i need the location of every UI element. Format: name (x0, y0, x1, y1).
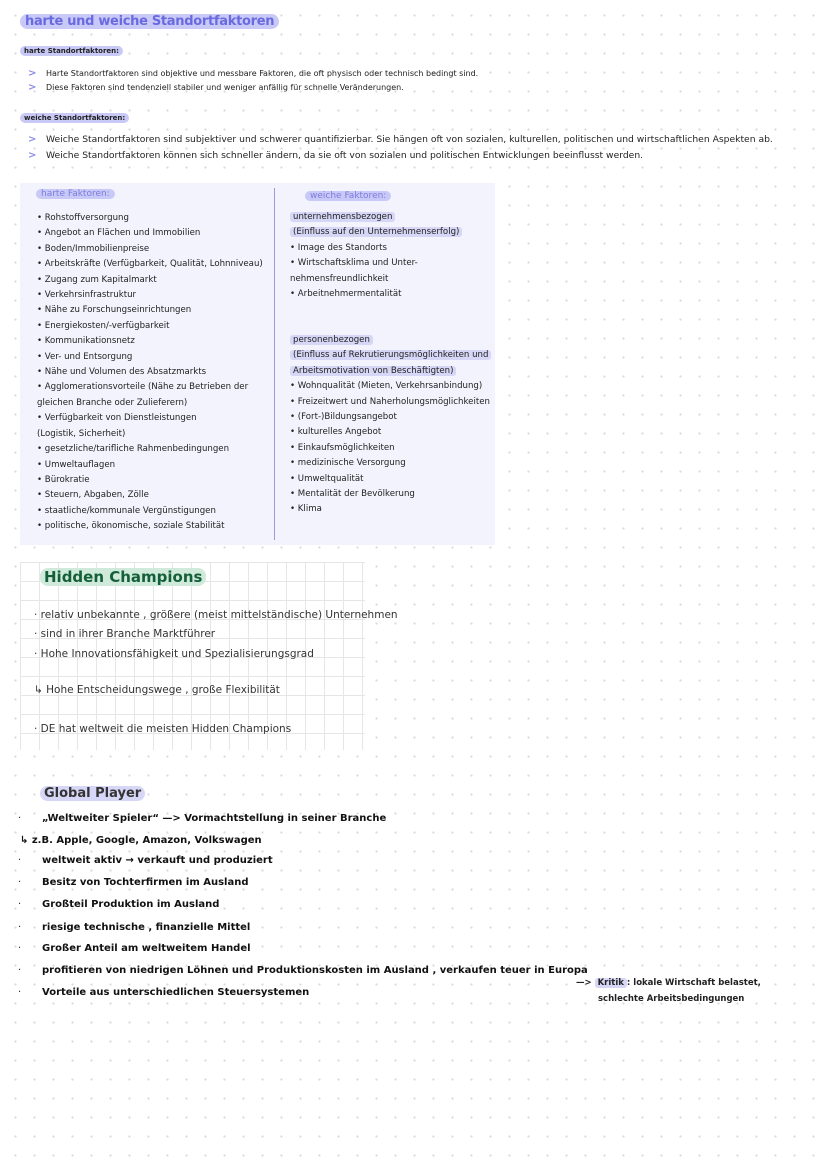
global-player-line: Vorteile aus unterschiedlichen Steuersystemen (42, 987, 310, 998)
hidden-champions-title: Hidden Champions (40, 568, 206, 586)
bullet-dot: · (18, 987, 22, 998)
hard-factor-item: • Ver- und Entsorgung (37, 351, 133, 362)
hard-factor-item: • Kommunikationsnetz (37, 336, 135, 347)
chevron-right-icon: > (28, 68, 37, 79)
person-factors-list (290, 379, 491, 518)
global-player-line: weltweit aktiv → verkauft und produziert (42, 855, 273, 866)
company-factor-item: nehmensfreundlichkeit (290, 273, 389, 284)
hard-factor-item: • Boden/Immobilienpreise (37, 243, 150, 254)
bullet-dot: · (18, 855, 22, 866)
hard-factors-column-heading: harte Faktoren: (36, 189, 115, 199)
page-title: harte und weiche Standortfaktoren (20, 14, 279, 29)
person-factor-item: • Umweltqualität (290, 473, 364, 484)
company-factor-item: • Image des Standorts (290, 242, 388, 253)
column-divider (274, 188, 275, 540)
hard-bullet: > Harte Standortfaktoren sind objektive und messbare Faktoren, die oft physisch oder technisch bedingt sind. (28, 68, 479, 79)
hc-line: · sind in ihrer Branche Marktführer (34, 628, 216, 640)
person-factor-item: • Wohnqualität (Mieten, Verkehrsanbindung) (290, 381, 483, 392)
hc-line: · Hohe Innovationsfähigkeit und Spezialisierungsgrad (34, 648, 314, 660)
company-factors-list (290, 241, 462, 303)
bullet-dot: · (18, 965, 22, 976)
soft-bullet: > Weiche Standortfaktoren sind subjektiver und schwerer quantifizierbar. Sie hängen oft von sozialen, kulturellen, politischen und wirtschaftlichen Aspekten ab. (28, 134, 773, 145)
company-factor-item: • Wirtschaftsklima und Unter- (290, 258, 418, 269)
global-player-line: profitieren von niedrigen Löhnen und Produktionskosten im Ausland , verkaufen teuer in Europa (42, 965, 588, 976)
person-factor-item: • (Fort-)Bildungsangebot (290, 412, 397, 423)
person-factor-item: • Mentalität der Bevölkerung (290, 489, 415, 500)
hard-factors-list (37, 211, 263, 535)
hard-factor-item: • Verkehrsinfrastruktur (37, 290, 137, 301)
soft-factors-heading: weiche Standortfaktoren: (20, 113, 129, 123)
hard-factor-item: • Bürokratie (37, 474, 90, 485)
chevron-right-icon: > (28, 82, 37, 93)
chevron-right-icon: > (28, 134, 37, 145)
hard-factor-item: • staatliche/kommunale Vergünstigungen (37, 505, 216, 516)
hard-factor-item: • Angebot an Flächen und Immobilien (37, 228, 201, 239)
bullet-dot: · (18, 943, 22, 954)
hard-factors-heading: harte Standortfaktoren: (20, 46, 123, 56)
hard-factor-item: gleichen Branche oder Zulieferern) (37, 397, 188, 408)
company-factor-item: • Arbeitnehmermentalität (290, 289, 402, 300)
person-factor-item: • kulturelles Angebot (290, 427, 382, 438)
person-factor-item: • Einkaufsmöglichkeiten (290, 442, 395, 453)
kritik-note-line2: schlechte Arbeitsbedingungen (598, 994, 745, 1004)
hard-factor-item: • Umweltauflagen (37, 459, 116, 470)
person-factor-item: • medizinische Versorgung (290, 458, 406, 469)
global-player-line: „Weltweiter Spieler“ —> Vormachtstellung in seiner Branche (42, 813, 387, 824)
bullet-dot: · (18, 877, 22, 888)
hc-line: ↳ Hohe Entscheidungswege , große Flexibilität (34, 684, 280, 696)
global-player-line: Großer Anteil am weltweitem Handel (42, 943, 251, 954)
global-player-line: Besitz von Tochterfirmen im Ausland (42, 877, 249, 888)
hard-factor-item: • Rohstoffversorgung (37, 213, 129, 223)
bullet-dot: · (18, 813, 22, 824)
hard-factor-item: • Arbeitskräfte (Verfügbarkeit, Qualität, Lohnniveau) (37, 259, 263, 270)
hard-factor-item: (Logistik, Sicherheit) (37, 428, 126, 439)
soft-factors-column-heading: weiche Faktoren: (305, 191, 391, 201)
hard-factor-item: • gesetzliche/tarifliche Rahmenbedingungen (37, 444, 230, 455)
person-group: personenbezogen (Einfluss auf Rekrutierungsmöglichkeiten und Arbeitsmotivation von Beschäftigten) • Wohnqualität (Mieten, Verkehrsanbindung) • Freizeitwert und Naherholungsmöglichkeiten • (Fort-)Bildungsangebot • kulturelles Angebot • Einkaufsmöglichkeiten • medizinische Versorgung • Umweltqualität • Mentalität der Bevölkerung • Klima (290, 333, 491, 518)
hard-factor-item: • politische, ökonomische, soziale Stabilität (37, 521, 225, 532)
hard-factor-item: • Nähe zu Forschungseinrichtungen (37, 305, 192, 316)
hard-factor-item: • Agglomerationsvorteile (Nähe zu Betrieben der (37, 382, 249, 393)
hc-line: · DE hat weltweit die meisten Hidden Champions (34, 723, 292, 735)
hard-factor-item: • Nähe und Volumen des Absatzmarkts (37, 367, 207, 378)
hard-factor-item: • Verfügbarkeit von Dienstleistungen (37, 413, 197, 424)
kritik-note: —> Kritik : lokale Wirtschaft belastet, (576, 978, 761, 988)
person-factor-item: • Klima (290, 504, 322, 515)
chevron-right-icon: > (28, 150, 37, 161)
hard-factor-item: • Energiekosten/-verfügbarkeit (37, 320, 170, 331)
global-player-title: Global Player (40, 786, 145, 801)
hc-line: · relativ unbekannte , größere (meist mittelständische) Unternehmen (34, 609, 398, 621)
hard-bullet: > Diese Faktoren sind tendenziell stabiler und weniger anfällig für schnelle Veränderungen. (28, 82, 404, 93)
global-player-line: riesige technische , finanzielle Mittel (42, 922, 251, 933)
global-player-line: ↳ z.B. Apple, Google, Amazon, Volkswagen (20, 835, 262, 846)
hard-factor-item: • Steuern, Abgaben, Zölle (37, 490, 149, 501)
arrow-right-icon: —> (576, 978, 592, 988)
bullet-dot: · (18, 922, 22, 933)
company-group: unternehmensbezogen (Einfluss auf den Unternehmenserfolg) • Image des Standorts • Wirtschaftsklima und Unter- nehmensfreundlichkeit • Arbeitnehmermentalität (290, 210, 462, 302)
global-player-line: Großteil Produktion im Ausland (42, 899, 220, 910)
soft-bullet: > Weiche Standortfaktoren können sich schneller ändern, da sie oft von sozialen und politischen Entwicklungen beeinflusst werden. (28, 150, 644, 161)
person-factor-item: • Freizeitwert und Naherholungsmöglichkeiten (290, 396, 490, 407)
hard-factor-item: • Zugang zum Kapitalmarkt (37, 274, 157, 285)
bullet-dot: · (18, 899, 22, 910)
